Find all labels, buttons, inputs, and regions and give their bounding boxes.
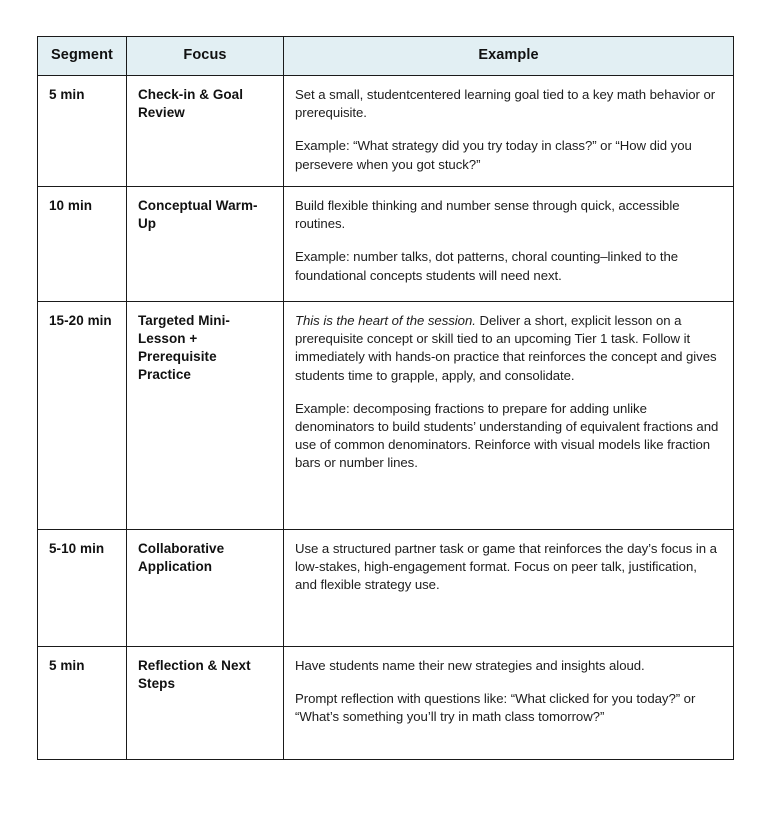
cell-focus: Check-in & Goal Review — [127, 76, 284, 187]
example-paragraph: Example: number talks, dot patterns, choral counting–linked to the foundational concepts students will need next. — [295, 249, 679, 283]
cell-focus: Targeted Mini-Lesson + Prerequisite Practice — [127, 301, 284, 529]
table-row — [38, 186, 734, 301]
session-structure-table-container — [37, 36, 733, 760]
cell-segment: 5-10 min — [38, 529, 127, 646]
example-paragraph: Set a small, studentcentered learning goal tied to a key math behavior or prerequisite. — [295, 87, 716, 121]
table-header — [38, 37, 734, 76]
example-paragraph: Build flexible thinking and number sense through quick, accessible routines. — [295, 197, 680, 232]
cell-segment: 15-20 min — [38, 301, 127, 529]
column-header-example: Example — [284, 37, 734, 76]
cell-example — [284, 646, 734, 759]
cell-example — [284, 186, 734, 301]
column-header-focus: Focus — [127, 37, 284, 76]
example-paragraph: Use a structured partner task or game that reinforces the day’s focus in a low-stakes, high-engagement format. Focus on peer talk, justification, and flexible strategy use. — [295, 540, 717, 593]
table-row — [38, 529, 734, 646]
cell-focus: Collaborative Application — [127, 529, 284, 646]
cell-example — [284, 301, 734, 529]
example-paragraph: Example: “What strategy did you try today in class?” or “How did you persevere when you got stuck?” — [295, 138, 692, 172]
column-header-segment: Segment — [38, 37, 127, 76]
example-paragraph: Prompt reflection with questions like: “What clicked for you today?” or “What’s something you’ll try in math class tomorrow?” — [295, 691, 696, 725]
example-paragraph-text: Deliver a short, explicit lesson on a prerequisite concept or skill tied to an upcoming Tier 1 task. Follow it immediately with hands-on practice that reinforces the concept and gives students time to grapple, apply, and consolidate. — [295, 312, 717, 383]
session-structure-table — [37, 36, 734, 760]
table-row — [38, 301, 734, 529]
cell-example — [284, 76, 734, 187]
cell-focus: Conceptual Warm-Up — [127, 186, 284, 301]
table-header-row — [38, 37, 734, 76]
cell-segment: 5 min — [38, 646, 127, 759]
example-paragraph — [295, 312, 722, 385]
table-row — [38, 76, 734, 187]
cell-segment: 10 min — [38, 186, 127, 301]
example-paragraph: Have students name their new strategies and insights aloud. — [295, 657, 645, 673]
example-lead-emphasis: This is the heart of the session. — [295, 312, 476, 328]
cell-focus: Reflection & Next Steps — [127, 646, 284, 759]
cell-segment: 5 min — [38, 76, 127, 187]
table-row — [38, 646, 734, 759]
example-paragraph: Example: decomposing fractions to prepare for adding unlike denominators to build students’ understanding of equivalent fractions and use of common denominators. Reinforce with visual models like fraction bars or number lines. — [295, 400, 719, 471]
cell-example — [284, 529, 734, 646]
table-body — [38, 76, 734, 760]
